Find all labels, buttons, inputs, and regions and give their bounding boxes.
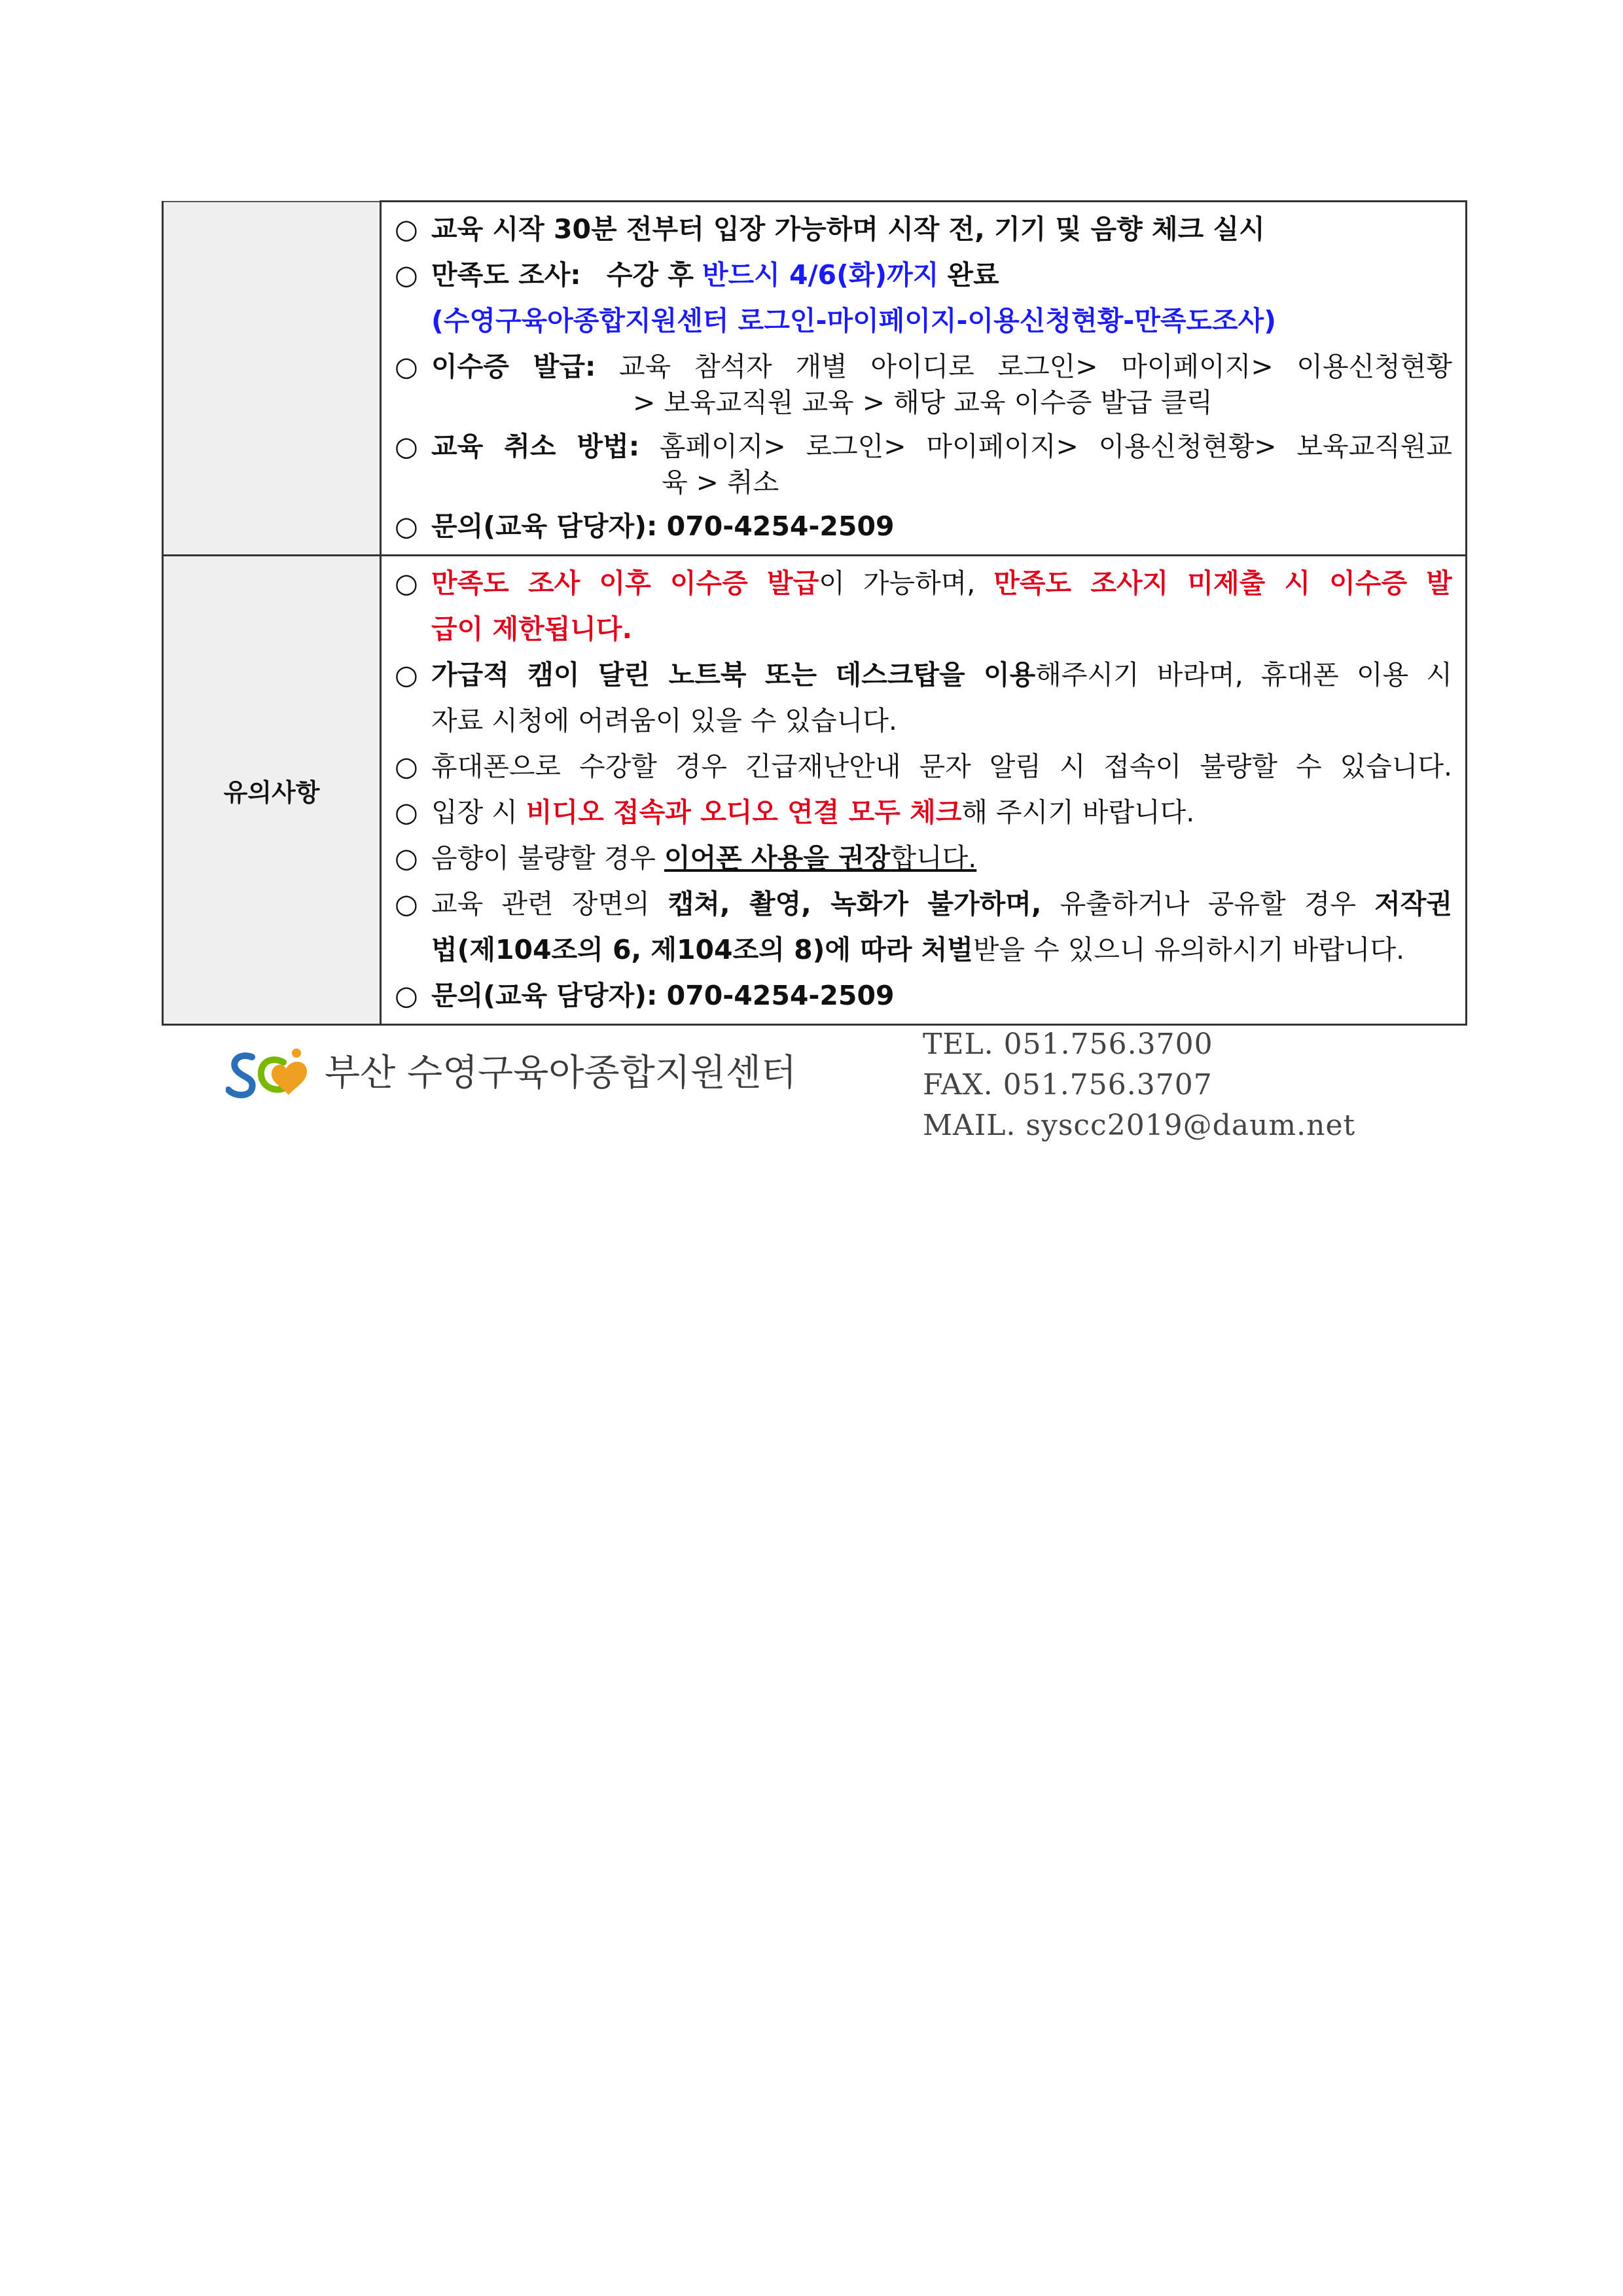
- table-row: [163, 556, 1467, 1025]
- list-item-continued: 급이 제한됩니다.: [431, 613, 633, 645]
- list-item: ○ 교육 관련 장면의 캡쳐, 촬영, 녹화가 불가하며, 유출하거나 공유할 경우 저작권: [395, 888, 1452, 920]
- row-header-empty: [163, 202, 381, 556]
- table-row: [163, 202, 1467, 556]
- list-item: ○ 만족도 조사: 수강 후 반드시 4/6(화)까지 완료: [395, 259, 999, 291]
- list-item: ○ 교육 시작 30분 전부터 입장 가능하며 시작 전, 기기 및 음향 체크 실시: [395, 213, 1265, 245]
- list-item: ○ 음향이 불량할 경우 이어폰 사용을 권장합니다.: [395, 842, 977, 874]
- list-item: ○ 문의(교육 담당자): 070-4254-2509: [395, 511, 895, 542]
- list-item: ○ 만족도 조사 이후 이수증 발급이 가능하며, 만족도 조사지 미제출 시 이수증 발: [395, 567, 1452, 599]
- row-header-notes: 유의사항: [163, 556, 381, 1025]
- list-item: ○ 이수증 발급: 교육 참석자 개별 아이디로 로그인> 마이페이지> 이용신청현황: [395, 351, 1452, 382]
- tel-text: TEL. 051.756.3700: [923, 1028, 1213, 1061]
- footer: [0, 1011, 1623, 1142]
- list-item: ○ 교육 취소 방법: 홈페이지> 로그인> 마이페이지> 이용신청현황> 보육교직원교: [395, 431, 1452, 462]
- contact-info: [923, 1024, 1355, 1146]
- list-item: ○ 휴대폰으로 수강할 경우 긴급재난안내 문자 알림 시 접속이 불량할 수 있습니다.: [395, 751, 1452, 782]
- info-table: [162, 200, 1467, 1026]
- center-logo-icon: [226, 1048, 311, 1100]
- list-item: ○ 문의(교육 담당자): 070-4254-2509: [395, 980, 895, 1011]
- list-item: ○ 입장 시 비디오 접속과 오디오 연결 모두 체크해 주시기 바랍니다.: [395, 797, 1195, 828]
- row-content: [381, 202, 1467, 556]
- org-name: 부산 수영구육아종합지원센터: [325, 1052, 797, 1094]
- fax-text: FAX. 051.756.3707: [923, 1068, 1213, 1102]
- list-item-continued: > 보육교직원 교육 > 해당 교육 이수증 발급 클릭: [633, 387, 1213, 418]
- list-item: ○ 가급적 캠이 달린 노트북 또는 데스크탑을 이용해주시기 바라며, 휴대폰 이용 시: [395, 659, 1452, 691]
- row-content: [381, 556, 1467, 1025]
- list-item-continued: 자료 시청에 어려움이 있을 수 있습니다.: [431, 705, 897, 736]
- list-item-continued: (수영구육아종합지원센터 로그인-마이페이지-이용신청현황-만족도조사): [431, 305, 1276, 336]
- list-item-continued: 육 > 취소: [662, 467, 779, 498]
- mail-text: MAIL. syscc2019@daum.net: [923, 1109, 1356, 1142]
- list-item-continued: 법(제104조의 6, 제104조의 8)에 따라 처벌받을 수 있으니 유의하시기 바랍니다.: [431, 934, 1405, 965]
